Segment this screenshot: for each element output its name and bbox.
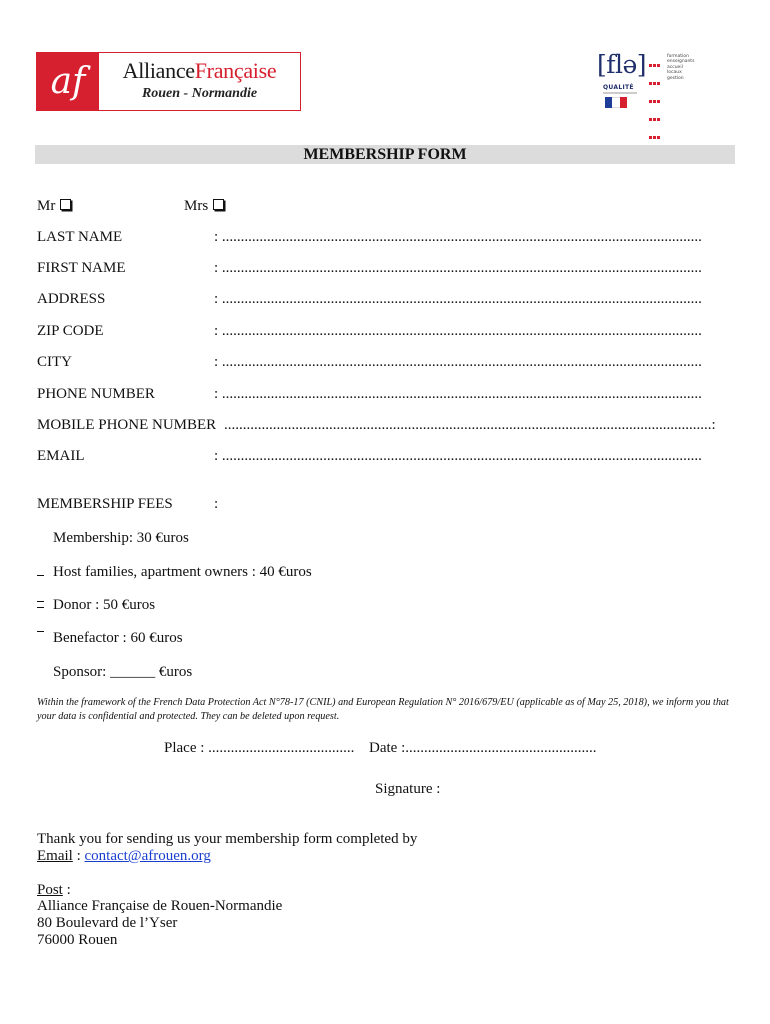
address-field[interactable]: : ................................................................................................................................	[214, 291, 702, 307]
date-field[interactable]: Date :...................................................	[369, 740, 597, 756]
postal-address-line-3: 76000 Rouen	[37, 932, 118, 948]
city-field[interactable]: : ................................................................................................................................	[214, 354, 702, 370]
fee-checkbox-benefactor[interactable]	[37, 631, 44, 632]
field-label-last-name: LAST NAME	[37, 229, 123, 245]
fle-divider	[603, 92, 637, 94]
field-label-phone: PHONE NUMBER	[37, 386, 155, 402]
fle-quality-text: QUALITÉ	[603, 84, 634, 91]
form-title: MEMBERSHIP FORM	[35, 145, 735, 164]
fle-words: formation enseignants accueil locaux gestion	[667, 54, 695, 81]
mr-checkbox[interactable]	[60, 199, 71, 210]
fee-option-sponsor[interactable]: Sponsor: ______ €uros	[53, 664, 193, 680]
title-mr-option[interactable]: Mr	[37, 197, 71, 215]
postal-address-line-2: 80 Boulevard de l’Yser	[37, 915, 178, 931]
field-label-city: CITY	[37, 354, 72, 370]
last-name-field[interactable]: : ................................................................................................................................	[214, 229, 702, 245]
mrs-checkbox[interactable]	[213, 199, 224, 210]
membership-fees-label: MEMBERSHIP FEES	[37, 496, 173, 512]
thanks-text: Thank you for sending us your membership form completed by	[37, 831, 418, 847]
french-flag-icon	[605, 97, 627, 108]
field-label-address: ADDRESS	[37, 291, 106, 307]
af-logo-mark: af	[37, 53, 99, 110]
zip-code-field[interactable]: : ................................................................................................................................	[214, 323, 702, 339]
place-field[interactable]: Place : .......................................	[164, 740, 355, 756]
mobile-phone-field[interactable]: ..................................................................................................................................:	[224, 417, 716, 433]
postal-address-line-1: Alliance Française de Rouen-Normandie	[37, 898, 283, 914]
first-name-field[interactable]: : ................................................................................................................................	[214, 260, 702, 276]
fee-checkbox-donor-top	[37, 601, 44, 602]
logo-subtitle: Rouen - Normandie	[141, 86, 258, 101]
fee-option-membership[interactable]: Membership: 30 €uros	[53, 530, 189, 546]
fle-quality-label	[597, 52, 707, 114]
field-label-zip-code: ZIP CODE	[37, 323, 104, 339]
field-label-first-name: FIRST NAME	[37, 260, 126, 276]
fee-option-host-families[interactable]: Host families, apartment owners : 40 €uros	[53, 564, 312, 580]
email-field[interactable]: : ................................................................................................................................	[214, 448, 702, 464]
alliance-francaise-logo	[36, 52, 301, 111]
title-mrs-option[interactable]: Mrs	[184, 197, 224, 215]
membership-fees-colon: :	[214, 496, 219, 512]
field-label-mobile-phone: MOBILE PHONE NUMBER	[37, 417, 217, 433]
contact-email-link[interactable]: contact@afrouen.org	[84, 848, 211, 864]
post-label-line: Post :	[37, 882, 71, 898]
fee-option-donor[interactable]: Donor : 50 €uros	[53, 597, 156, 613]
fee-checkbox-donor[interactable]	[37, 607, 44, 608]
fle-dots-icon	[649, 55, 663, 145]
fle-mark: [flə]	[597, 50, 647, 79]
fee-checkbox-host[interactable]	[37, 575, 44, 576]
phone-number-field[interactable]: : ................................................................................................................................	[214, 386, 702, 402]
email-contact: Email : contact@afrouen.org	[37, 848, 211, 864]
data-protection-notice: Within the framework of the French Data Protection Act N°78-17 (CNIL) and European Regulation N° 2016/679/EU (applicable as of May 25, 2018), we inform you that your data is confidential and protected. They can be deleted upon request.	[37, 697, 729, 722]
fee-option-benefactor[interactable]: Benefactor : 60 €uros	[53, 630, 183, 646]
field-label-email: EMAIL	[37, 448, 85, 464]
signature-field[interactable]: Signature :	[375, 781, 441, 797]
logo-name: AllianceFrançaise	[122, 58, 277, 83]
